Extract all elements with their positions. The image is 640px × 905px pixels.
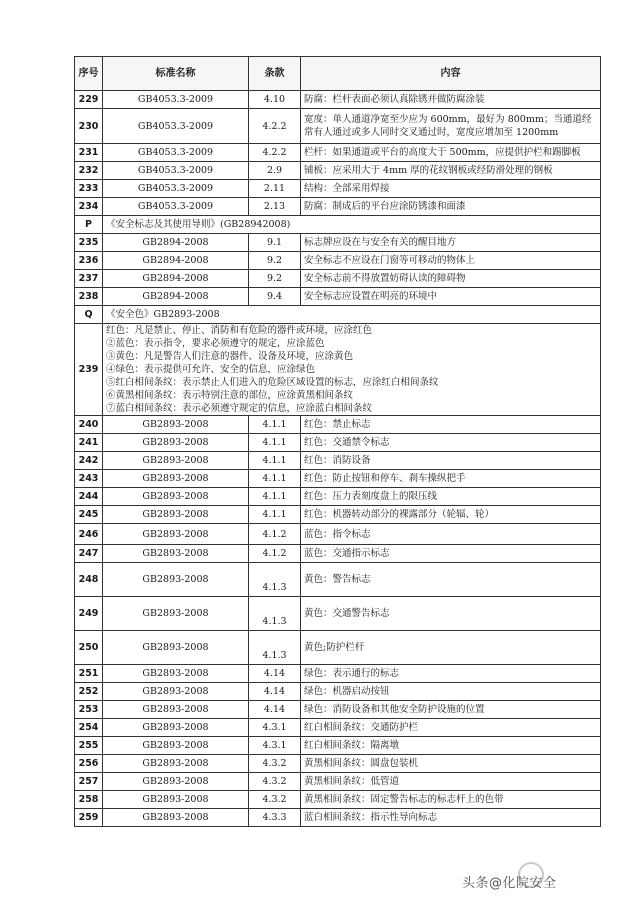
standard-code: GB2893-2008: [103, 506, 249, 524]
header-content: 内容: [301, 57, 601, 91]
clause-number: 4.1.3: [249, 563, 301, 597]
row-content: 蓝白相间条纹：指示性导向标志: [301, 809, 601, 827]
row-content: 栏杆：如果通道或平台的高度大于 500mm，应提供护栏和踢脚板: [301, 144, 601, 162]
row-number: 236: [75, 252, 103, 270]
standard-code: GB2893-2008: [103, 809, 249, 827]
row-content: 防腐：制成后的平台应涂防锈漆和面漆: [301, 198, 601, 216]
table-row: [75, 288, 601, 306]
standard-code: GB2893-2008: [103, 719, 249, 737]
watermark-text: 头条@化院安全: [462, 876, 557, 891]
standard-code: GB4053.3-2009: [103, 198, 249, 216]
row-number: 233: [75, 180, 103, 198]
row-content: 黄黑相间条纹：固定警告标志的标志杆上的色带: [301, 791, 601, 809]
row-number: 243: [75, 470, 103, 488]
table-row: [75, 665, 601, 683]
table-row: [75, 162, 601, 180]
standard-code: GB4053.3-2009: [103, 180, 249, 198]
standard-code: GB4053.3-2009: [103, 144, 249, 162]
row-content: 黄色：交通警告标志: [301, 597, 601, 631]
table-row: [75, 597, 601, 631]
content-line: 红色：凡是禁止、停止、消防和有危险的器件或环境，应涂红色: [106, 325, 373, 336]
row-content: 红色：禁止标志: [301, 416, 601, 434]
table-row: [75, 737, 601, 755]
row-content: 安全标志前不得放置妨碍认读的障碍物: [301, 270, 601, 288]
row-number: 254: [75, 719, 103, 737]
clause-number: 4.3.1: [249, 719, 301, 737]
row-number: 237: [75, 270, 103, 288]
table-row: [75, 506, 601, 524]
row-content: 绿色：表示通行的标志: [301, 665, 601, 683]
section-title: 《安全标志及其使用导则》(GB28942008): [103, 216, 601, 234]
row-content: 安全标志应设置在明亮的环境中: [301, 288, 601, 306]
section-letter: P: [75, 216, 103, 234]
standard-code: GB2893-2008: [103, 563, 249, 597]
row-content: 红色：消防设备: [301, 452, 601, 470]
table-row: [75, 144, 601, 162]
row-number: 235: [75, 234, 103, 252]
row-number: 252: [75, 683, 103, 701]
row-content: 红色：防止按钮和停车、刹车操纵把手: [301, 470, 601, 488]
table-row: [75, 470, 601, 488]
row-content: 标志牌应设在与安全有关的醒目地方: [301, 234, 601, 252]
row-content: 绿色：消防设备和其他安全防护设施的位置: [301, 701, 601, 719]
table-row: [75, 545, 601, 563]
row-content: 安全标志不应设在门窗等可移动的物体上: [301, 252, 601, 270]
standard-code: GB2893-2008: [103, 470, 249, 488]
header-clause: 条款: [249, 57, 301, 91]
section-row: [75, 216, 601, 234]
clause-number: 4.1.2: [249, 545, 301, 563]
table-row: [75, 755, 601, 773]
clause-number: 4.1.1: [249, 416, 301, 434]
content-line: ⑥黄黑相间条纹：表示特别注意的部位，应涂黄黑相间条纹: [106, 390, 354, 401]
standard-code: GB2894-2008: [103, 288, 249, 306]
clause-number: 4.1.1: [249, 452, 301, 470]
clause-number: 4.2.2: [249, 109, 301, 144]
clause-number: 2.11: [249, 180, 301, 198]
standard-code: GB2893-2008: [103, 737, 249, 755]
row-number: 259: [75, 809, 103, 827]
row-number: 249: [75, 597, 103, 631]
standard-code: GB2893-2008: [103, 773, 249, 791]
clause-number: 4.3.2: [249, 791, 301, 809]
table-row: [75, 91, 601, 109]
row-number: 247: [75, 545, 103, 563]
clause-number: 9.2: [249, 270, 301, 288]
clause-number: 4.1.2: [249, 524, 301, 545]
row-content: 蓝色：交通指示标志: [301, 545, 601, 563]
standard-code: GB2893-2008: [103, 701, 249, 719]
standard-code: GB2893-2008: [103, 755, 249, 773]
row-number: 255: [75, 737, 103, 755]
clause-number: 9.1: [249, 234, 301, 252]
row-number: 229: [75, 91, 103, 109]
table-row: [75, 488, 601, 506]
content-line: ④绿色：表示提供可允许、安全的信息，应涂绿色: [106, 364, 316, 375]
clause-number: 4.14: [249, 701, 301, 719]
row-content: 黄黑相间条纹：圆盘包装机: [301, 755, 601, 773]
standard-code: GB2893-2008: [103, 524, 249, 545]
content-line: ③黄色：凡是警告人们注意的器件、设备及环境，应涂黄色: [106, 351, 354, 362]
table-row: [75, 563, 601, 597]
clause-number: 4.2.2: [249, 144, 301, 162]
row-number: 257: [75, 773, 103, 791]
header-no: 序号: [75, 57, 103, 91]
row-number: 240: [75, 416, 103, 434]
row-content: 黄色：警告标志: [301, 563, 601, 597]
table-row: [75, 524, 601, 545]
table-row: [75, 324, 601, 416]
content-line: ②蓝色：表示指令，要求必须遵守的规定，应涂蓝色: [106, 338, 325, 349]
table-row: [75, 631, 601, 665]
standard-code: GB4053.3-2009: [103, 91, 249, 109]
table-row: [75, 252, 601, 270]
standard-code: GB2893-2008: [103, 631, 249, 665]
table-row: [75, 719, 601, 737]
table-row: [75, 270, 601, 288]
row-number: 232: [75, 162, 103, 180]
row-content: 绿色：机器启动按钮: [301, 683, 601, 701]
clause-number: 4.1.1: [249, 470, 301, 488]
standards-table: [74, 56, 601, 827]
table-row: [75, 809, 601, 827]
clause-number: 4.3.1: [249, 737, 301, 755]
standard-code: GB4053.3-2009: [103, 162, 249, 180]
row-number: 234: [75, 198, 103, 216]
standard-code: GB2893-2008: [103, 545, 249, 563]
clause-number: 4.3.3: [249, 809, 301, 827]
table-row: [75, 234, 601, 252]
clause-number: 4.14: [249, 683, 301, 701]
row-content: 防腐：栏杆表面必须认真除锈并做防腐涂装: [301, 91, 601, 109]
row-content: 红白相间条纹：交通防护栏: [301, 719, 601, 737]
row-content: 红色：交通禁令标志: [301, 434, 601, 452]
section-row: [75, 306, 601, 324]
clause-number: 9.4: [249, 288, 301, 306]
clause-number: 4.1.1: [249, 488, 301, 506]
clause-number: 4.1.3: [249, 631, 301, 665]
standard-code: GB2893-2008: [103, 488, 249, 506]
header-name: 标准名称: [103, 57, 249, 91]
standard-code: GB2893-2008: [103, 597, 249, 631]
row-number: 245: [75, 506, 103, 524]
clause-number: 9.2: [249, 252, 301, 270]
row-content: 结构：全部采用焊接: [301, 180, 601, 198]
standard-code: GB2894-2008: [103, 234, 249, 252]
content-line: ⑤红白相间条纹：表示禁止人们进入的危险区域设置的标志，应涂红白相间条纹: [106, 377, 439, 388]
table-row: [75, 198, 601, 216]
row-number: 238: [75, 288, 103, 306]
row-number: 231: [75, 144, 103, 162]
table-row: [75, 416, 601, 434]
clause-number: 2.13: [249, 198, 301, 216]
table-row: [75, 773, 601, 791]
multi-line-content: [103, 324, 601, 416]
row-number: 241: [75, 434, 103, 452]
section-title: 《安全色》GB2893-2008: [103, 306, 601, 324]
clause-number: 4.1.1: [249, 506, 301, 524]
row-number: 239: [75, 324, 103, 416]
standard-code: GB4053.3-2009: [103, 109, 249, 144]
standard-code: GB2894-2008: [103, 270, 249, 288]
row-number: 242: [75, 452, 103, 470]
table-row: [75, 109, 601, 144]
row-content: 蓝色：指令标志: [301, 524, 601, 545]
section-letter: Q: [75, 306, 103, 324]
clause-number: 4.1.3: [249, 597, 301, 631]
row-content: 红白相间条纹：隔离墩: [301, 737, 601, 755]
row-content: 红色：压力表刻度盘上的限压线: [301, 488, 601, 506]
row-content: 红色：机器转动部分的裸露部分（轮辐、轮）: [301, 506, 601, 524]
row-number: 246: [75, 524, 103, 545]
clause-number: 4.3.2: [249, 773, 301, 791]
content-line: ⑦蓝白相间条纹：表示必须遵守规定的信息，应涂蓝白相间条纹: [106, 403, 373, 414]
clause-number: 4.14: [249, 665, 301, 683]
row-content: 黄黑相间条纹：低管道: [301, 773, 601, 791]
row-content: 宽度：单人通道净宽至少应为 600mm，最好为 800mm；当通道经常有人通过或多人同时交叉通过时，宽度应增加至 1200mm: [301, 109, 601, 144]
clause-number: 2.9: [249, 162, 301, 180]
clause-number: 4.3.2: [249, 755, 301, 773]
row-number: 244: [75, 488, 103, 506]
standard-code: GB2893-2008: [103, 416, 249, 434]
table-row: [75, 683, 601, 701]
standard-code: GB2893-2008: [103, 791, 249, 809]
standard-code: GB2893-2008: [103, 452, 249, 470]
clause-number: 4.10: [249, 91, 301, 109]
table-row: [75, 701, 601, 719]
table-row: [75, 452, 601, 470]
row-number: 230: [75, 109, 103, 144]
table-row: [75, 434, 601, 452]
row-content: 铺板：应采用大于 4mm 厚的花纹钢板或经防滑处理的钢板: [301, 162, 601, 180]
row-number: 253: [75, 701, 103, 719]
clause-number: 4.1.1: [249, 434, 301, 452]
table-row: [75, 791, 601, 809]
standard-code: GB2894-2008: [103, 252, 249, 270]
row-number: 248: [75, 563, 103, 597]
row-number: 258: [75, 791, 103, 809]
row-number: 250: [75, 631, 103, 665]
row-number: 251: [75, 665, 103, 683]
row-number: 256: [75, 755, 103, 773]
standard-code: GB2893-2008: [103, 434, 249, 452]
row-content: 黄色;防护栏杆: [301, 631, 601, 665]
table-header-row: [75, 57, 601, 91]
table-row: [75, 180, 601, 198]
standard-code: GB2893-2008: [103, 665, 249, 683]
standard-code: GB2893-2008: [103, 683, 249, 701]
